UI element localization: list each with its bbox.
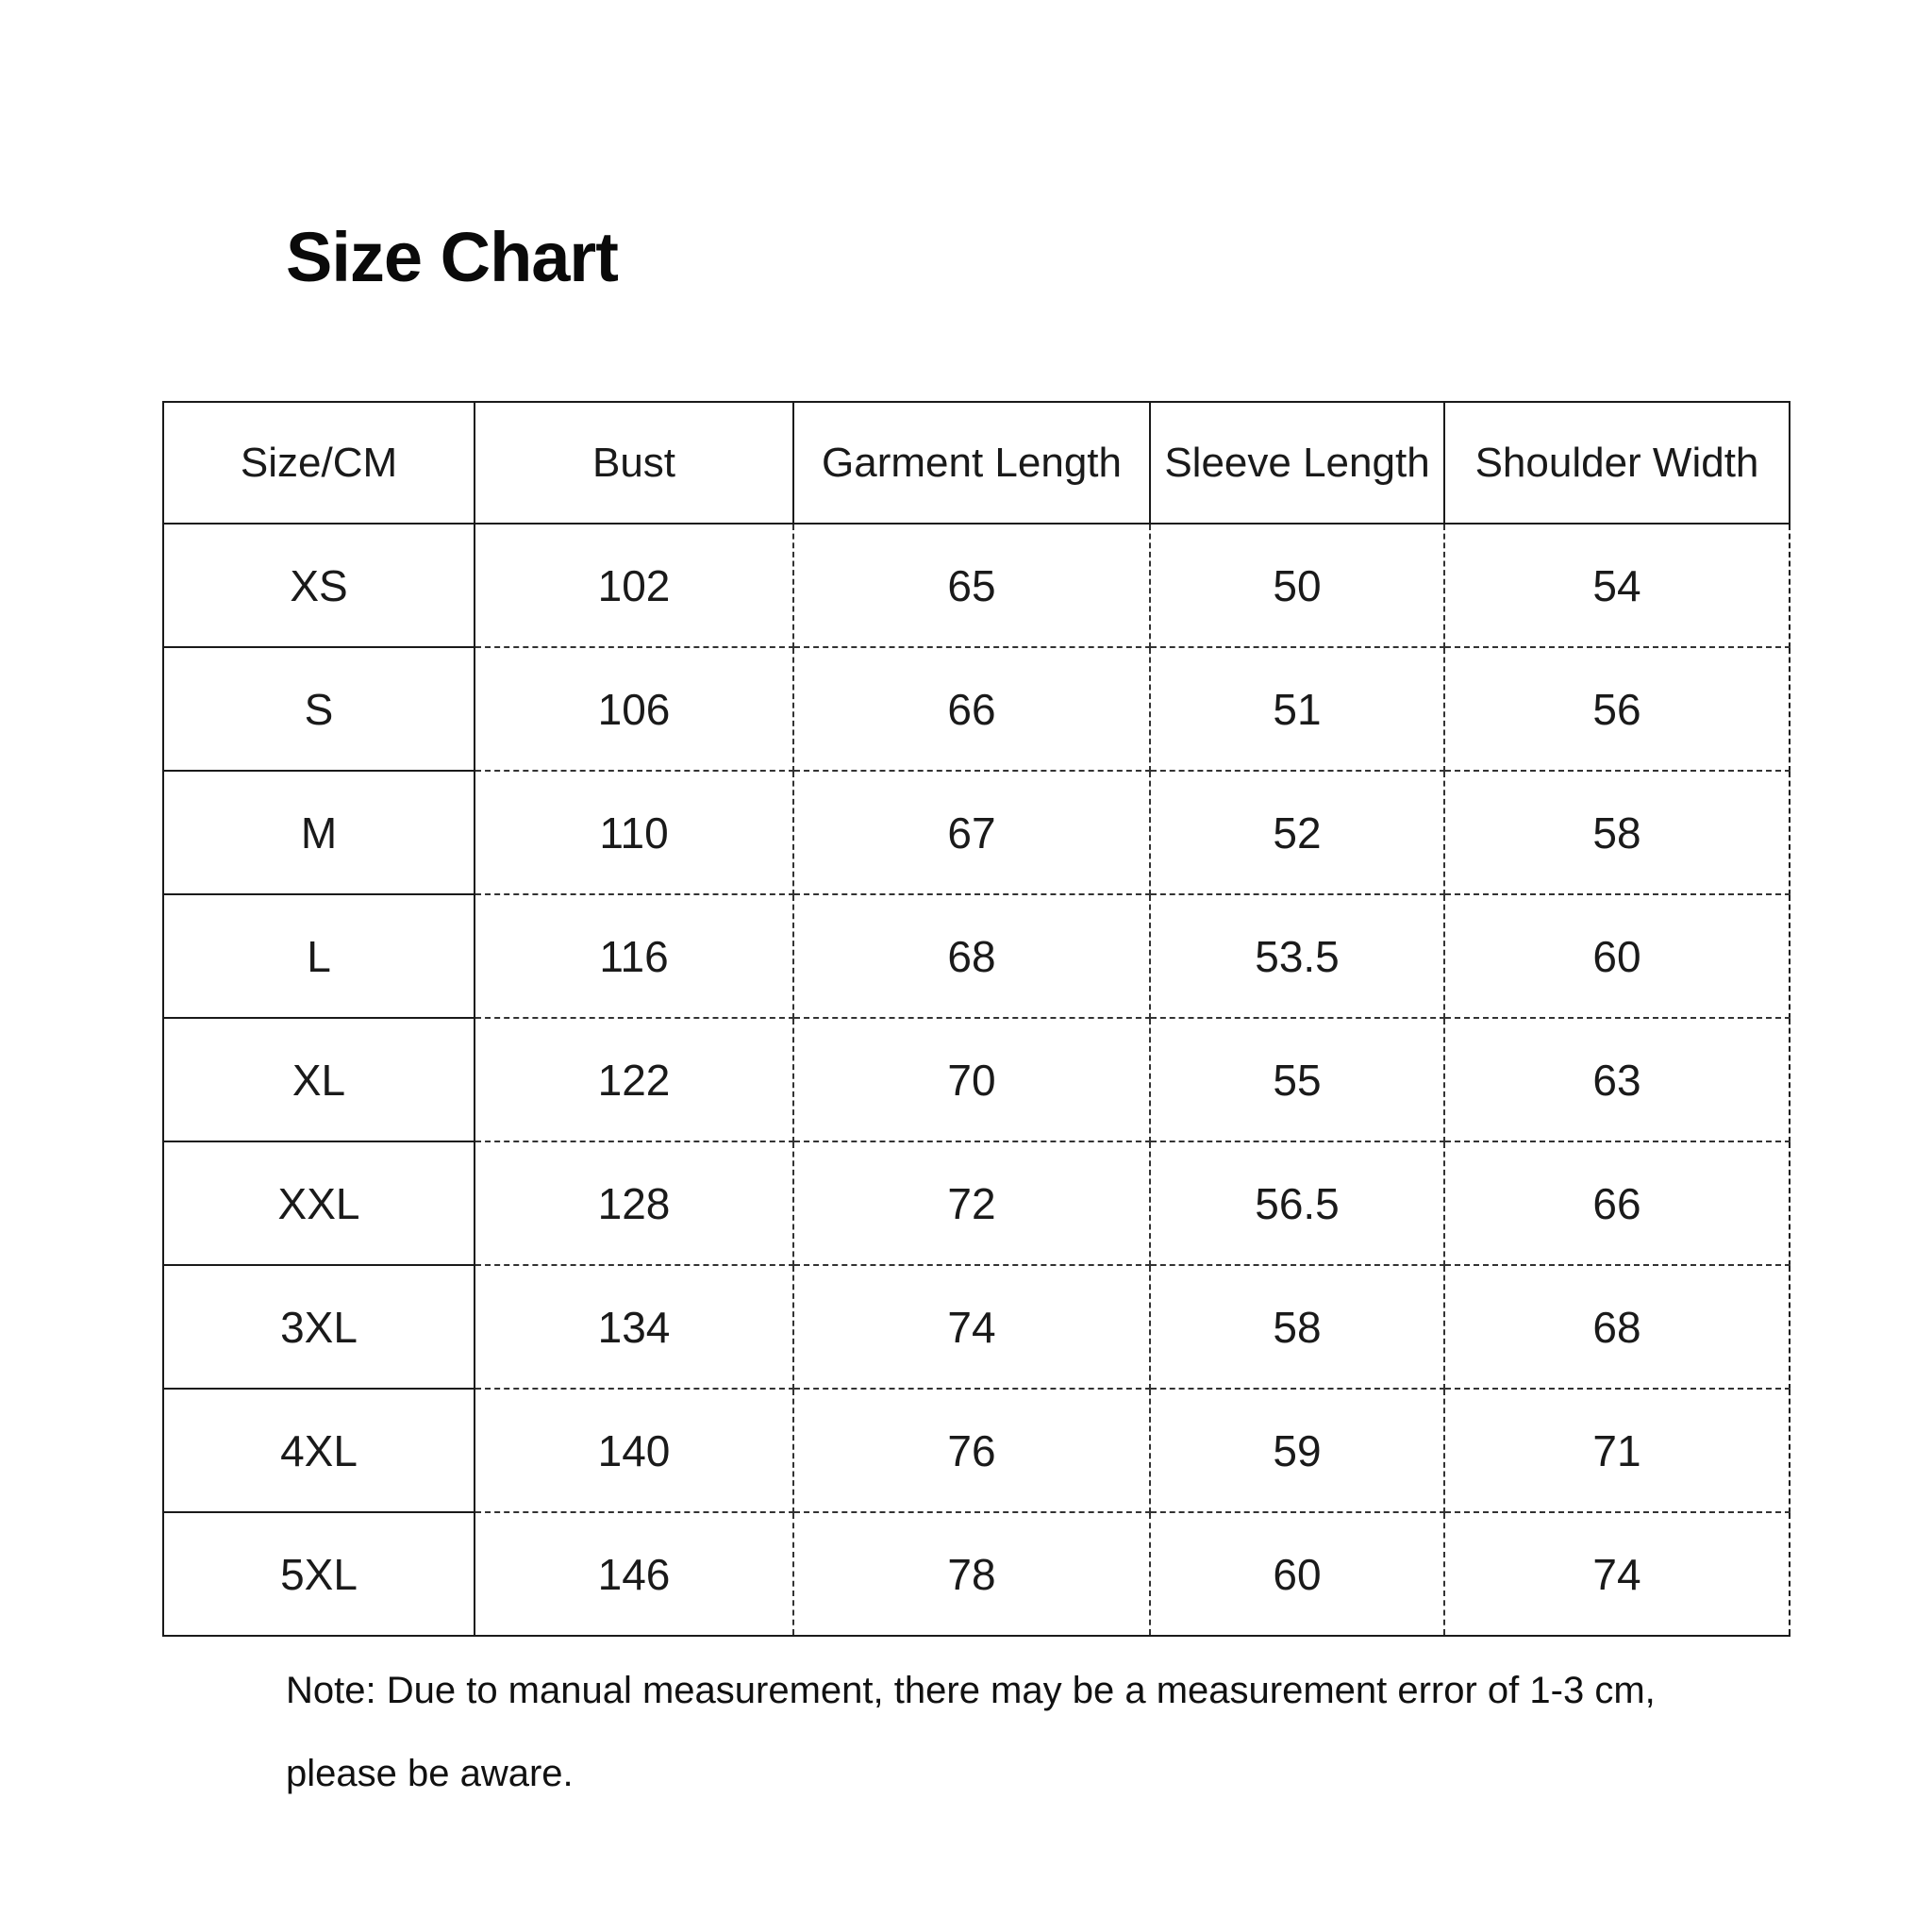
table-row [163,1265,1790,1389]
shoulder-width-cell: 54 [1444,524,1790,647]
bust-cell: 106 [475,647,793,771]
sleeve-length-cell: 53.5 [1150,894,1444,1018]
table-row [163,1141,1790,1265]
size-cell: XXL [163,1141,475,1265]
bust-cell: 116 [475,894,793,1018]
shoulder-width-cell: 58 [1444,771,1790,894]
sleeve-length-cell: 58 [1150,1265,1444,1389]
header-sleeve-length: Sleeve Length [1150,402,1444,524]
bust-cell: 128 [475,1141,793,1265]
table-header-row [163,402,1790,524]
table-row [163,647,1790,771]
size-cell: 4XL [163,1389,475,1512]
size-cell: 3XL [163,1265,475,1389]
shoulder-width-cell: 74 [1444,1512,1790,1636]
header-shoulder-width: Shoulder Width [1444,402,1790,524]
garment-length-cell: 76 [793,1389,1150,1512]
sleeve-length-cell: 60 [1150,1512,1444,1636]
sleeve-length-cell: 59 [1150,1389,1444,1512]
table-row [163,1018,1790,1141]
header-garment-length: Garment Length [793,402,1150,524]
table-row [163,771,1790,894]
size-cell: S [163,647,475,771]
note-line-1: Note: Due to manual measurement, there may be a measurement error of 1-3 cm, [286,1670,1656,1711]
shoulder-width-cell: 66 [1444,1141,1790,1265]
bust-cell: 122 [475,1018,793,1141]
shoulder-width-cell: 56 [1444,647,1790,771]
size-cell: XL [163,1018,475,1141]
table-row [163,524,1790,647]
garment-length-cell: 68 [793,894,1150,1018]
size-cell: M [163,771,475,894]
garment-length-cell: 65 [793,524,1150,647]
garment-length-cell: 67 [793,771,1150,894]
shoulder-width-cell: 71 [1444,1389,1790,1512]
sleeve-length-cell: 56.5 [1150,1141,1444,1265]
sleeve-length-cell: 52 [1150,771,1444,894]
sleeve-length-cell: 51 [1150,647,1444,771]
garment-length-cell: 72 [793,1141,1150,1265]
size-cell: XS [163,524,475,647]
header-bust: Bust [475,402,793,524]
table-row [163,1389,1790,1512]
bust-cell: 134 [475,1265,793,1389]
size-cell: 5XL [163,1512,475,1636]
garment-length-cell: 78 [793,1512,1150,1636]
header-size: Size/CM [163,402,475,524]
table-row [163,1512,1790,1636]
garment-length-cell: 66 [793,647,1150,771]
size-cell: L [163,894,475,1018]
table-row [163,894,1790,1018]
shoulder-width-cell: 60 [1444,894,1790,1018]
bust-cell: 140 [475,1389,793,1512]
page-title: Size Chart [286,218,618,296]
garment-length-cell: 74 [793,1265,1150,1389]
garment-length-cell: 70 [793,1018,1150,1141]
shoulder-width-cell: 63 [1444,1018,1790,1141]
bust-cell: 146 [475,1512,793,1636]
note-line-2: please be aware. [286,1753,574,1794]
measurement-note [286,1649,1701,1815]
sleeve-length-cell: 55 [1150,1018,1444,1141]
bust-cell: 110 [475,771,793,894]
sleeve-length-cell: 50 [1150,524,1444,647]
shoulder-width-cell: 68 [1444,1265,1790,1389]
bust-cell: 102 [475,524,793,647]
size-chart-table [162,401,1790,1637]
